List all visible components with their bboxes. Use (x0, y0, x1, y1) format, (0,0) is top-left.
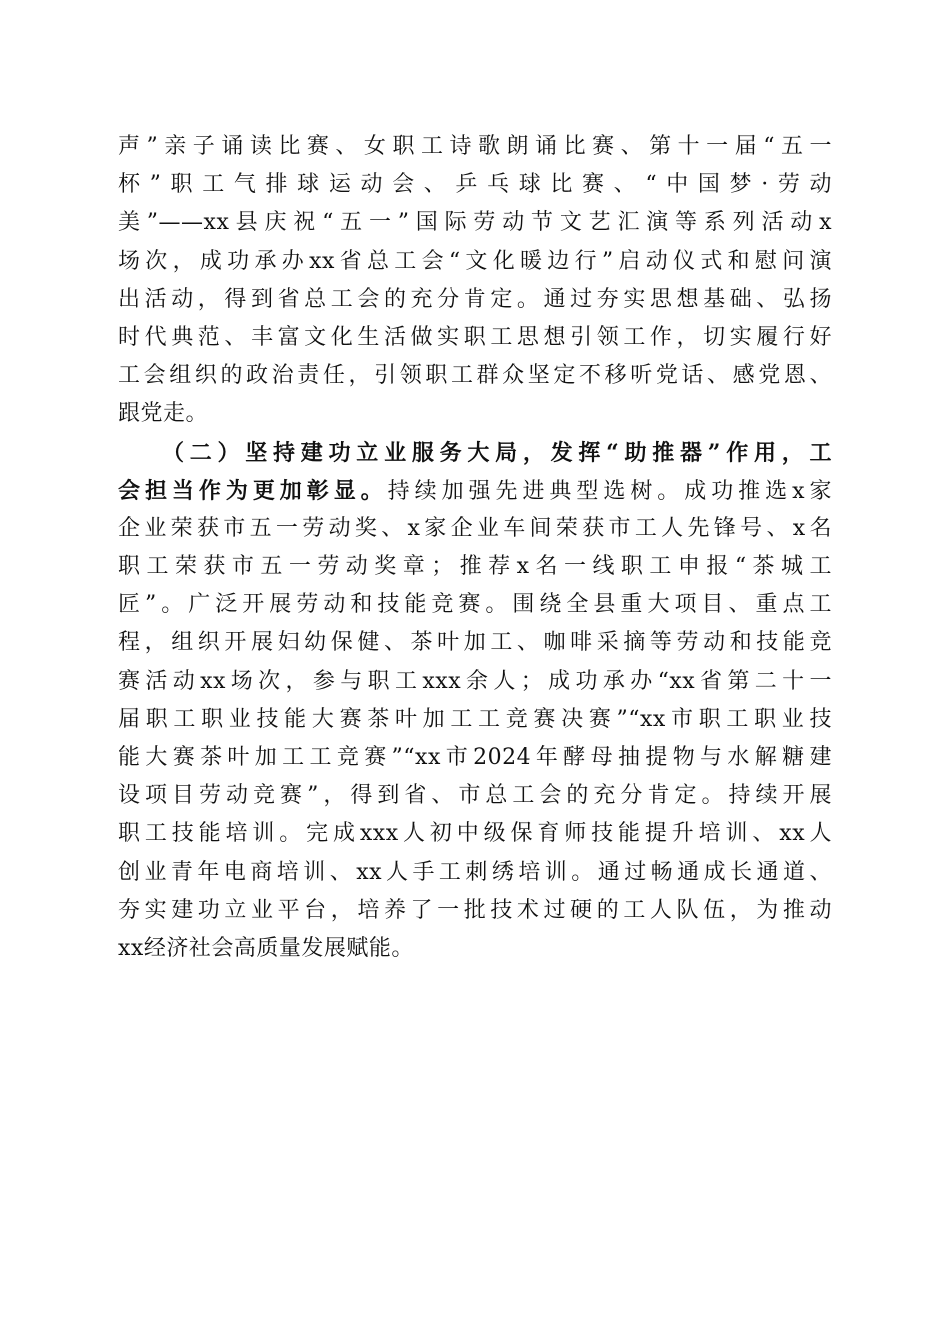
text-line: 声”亲子诵读比赛、女职工诗歌朗诵比赛、第十一届“五一 (118, 134, 832, 159)
text-segment: 持续加强先进典型选树。成功推选x家 (387, 478, 832, 504)
text-line: 设项目劳动竞赛”，得到省、市总工会的充分肯定。持续开展 (118, 783, 832, 809)
text-line: 匠”。广泛开展劳动和技能竞赛。围绕全县重大项目、重点工 (118, 592, 832, 618)
text-line (118, 472, 832, 510)
text-line: 职工荣获市五一劳动奖章；推荐x名一线职工申报“茶城工 (118, 554, 832, 580)
text-line: 工会组织的政治责任，引领职工群众坚定不移听党话、感党恩、 (118, 363, 832, 389)
text-line: 赛活动xx场次，参与职工xxx余人；成功承办“xx省第二十一 (118, 668, 832, 694)
text-line: 出活动，得到省总工会的充分肯定。通过夯实思想基础、弘扬 (118, 286, 832, 312)
text-line: 能大赛茶叶加工工竞赛”“xx市2024年酵母抽提物与水解糖建 (118, 745, 832, 770)
text-line: 程，组织开展妇幼保健、茶叶加工、咖啡采摘等劳动和技能竞 (118, 630, 832, 656)
section-heading-end: 会担当作为更加彰显。 (118, 477, 388, 504)
document-body (118, 128, 832, 968)
section-heading: （二）坚持建功立业服务大局，发挥“助推器”作用，工 (162, 439, 832, 466)
text-line: 场次，成功承办xx省总工会“文化暖边行”启动仪式和慰问演 (118, 248, 832, 274)
text-line: 美”——xx县庆祝“五一”国际劳动节文艺汇演等系列活动x (118, 210, 832, 236)
text-line: 职工技能培训。完成xxx人初中级保育师技能提升培训、xx人 (118, 821, 832, 847)
text-line: 企业荣获市五一劳动奖、x家企业车间荣获市工人先锋号、x名 (118, 515, 832, 541)
paragraph-culture-activities (118, 128, 832, 434)
paragraph-section-two (118, 434, 832, 969)
text-line: xx经济社会高质量发展赋能。 (118, 935, 414, 961)
text-line: 跟党走。 (118, 401, 209, 427)
text-line: 创业青年电商培训、xx人手工刺绣培训。通过畅通成长通道、 (118, 859, 832, 885)
text-line: 时代典范、丰富文化生活做实职工思想引领工作，切实履行好 (118, 324, 832, 350)
text-line: 届职工职业技能大赛茶叶加工工竞赛决赛”“xx市职工职业技 (118, 706, 832, 732)
text-line: 杯”职工气排球运动会、乒乓球比赛、“中国梦·劳动 (118, 172, 832, 198)
text-line: 夯实建功立业平台，培养了一批技术过硬的工人队伍，为推动 (118, 897, 832, 923)
